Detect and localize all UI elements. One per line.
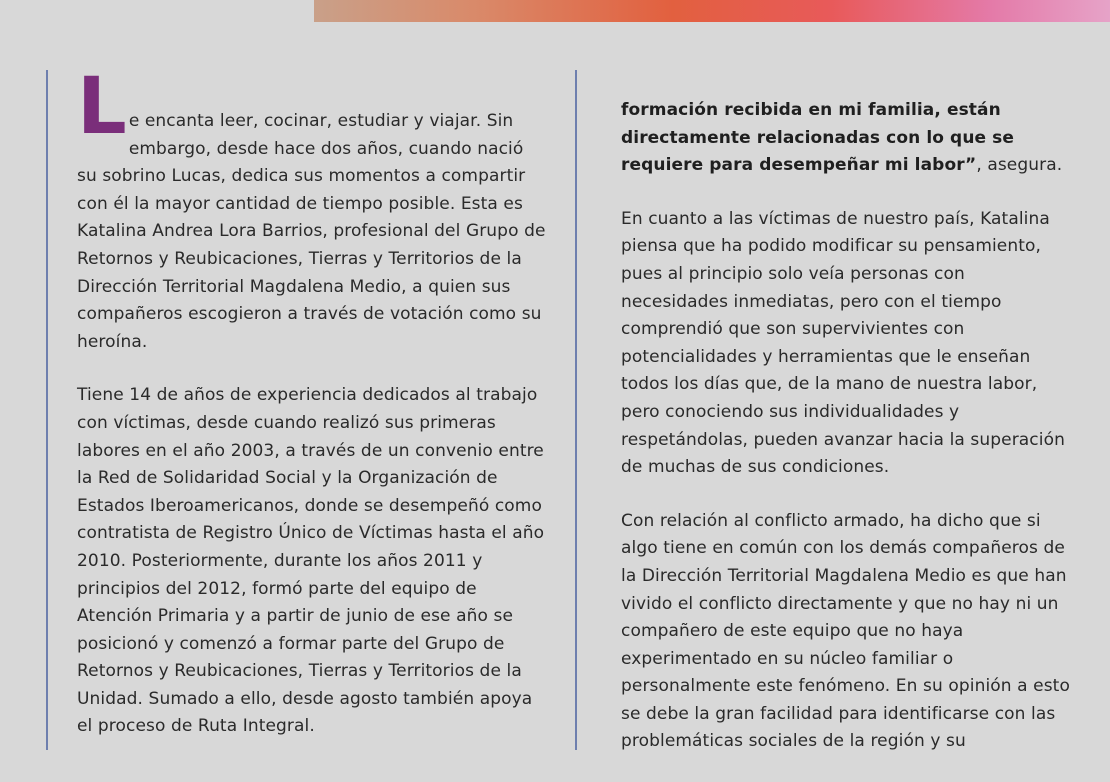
quote-paragraph [621, 97, 1071, 180]
conflict-paragraph: Con relación al conflicto armado, ha dicho que si algo tiene en común con los demás compañeros de la Dirección Territorial Magdalena Medio es que han vivido el conflicto directamente y que no hay ni un compañero de este equipo que no haya experimentado en su núcleo familiar o personalmente este fenómeno. En su opinión a esto se debe la gran facilidad para identificarse con las problemáticas sociales de la región y su [621, 510, 1070, 752]
right-column-rule [575, 70, 577, 750]
experience-paragraph: Tiene 14 de años de experiencia dedicados al trabajo con víctimas, desde cuando realizó sus primeras labores en el año 2003, a través de un convenio entre la Red de Solidaridad Social y la Organización de Estados Iberoamericanos, donde se desempeñó como contratista de Registro Único de Víctimas hasta el año 2010. Posteriormente, durante los años 2011 y principios del 2012, formó parte del equipo de Atención Primaria y a partir de junio de ese año se posicionó y comenzó a formar parte del Grupo de Retornos y Reubicaciones, Tierras y Territorios de la Unidad. Sumado a ello, desde agosto también apoya el proceso de Ruta Integral. [77, 385, 545, 737]
intro-paragraph [77, 62, 547, 356]
right-column [621, 97, 1071, 782]
header-banner-image [314, 0, 1110, 22]
quote-attribution: , asegura. [976, 155, 1063, 176]
intro-text: e encanta leer, cocinar, estudiar y viajar. Sin embargo, desde hace dos años, cuando nació su sobrino Lucas, dedica sus momentos a compartir con él la mayor cantidad de tiempo posible. Esta es Katalina Andrea Lora Barrios, profesional del Grupo de Retornos y Reubicaciones, Tierras y Territorios de la Dirección Territorial Magdalena Medio, a quien sus compañeros escogieron a través de votación como su heroína. [77, 111, 546, 352]
quote-bold-text: formación recibida en mi familia, están directamente relacionadas con lo que se requiere para desempeñar mi labor” [621, 100, 1015, 176]
victims-paragraph: En cuanto a las víctimas de nuestro país, Katalina piensa que ha podido modificar su pensamiento, pues al principio solo veía personas con necesidades inmediatas, pero con el tiempo comprendió que son supervivientes con potencialidades y herramientas que le enseñan todos los días que, de la mano de nuestra labor, pero conociendo sus individualidades y respetándolas, pueden avanzar hacia la superación de muchas de sus condiciones. [621, 208, 1065, 478]
drop-cap: L [77, 62, 127, 152]
left-column [77, 62, 547, 767]
left-column-rule [46, 70, 48, 750]
